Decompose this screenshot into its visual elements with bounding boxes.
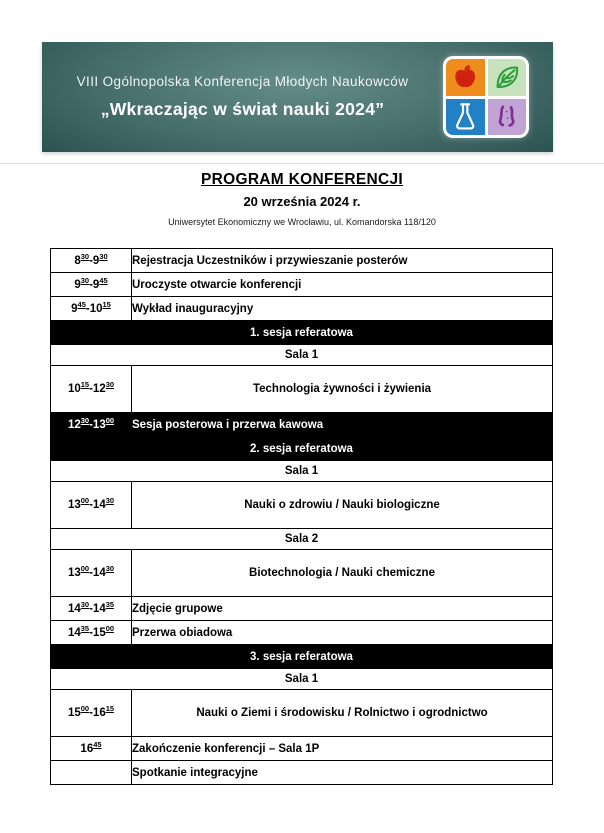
- room-row: [51, 345, 553, 366]
- event-label: Nauki o zdrowiu / Nauki biologiczne: [132, 482, 553, 529]
- conference-logo: [443, 56, 529, 138]
- time-cell: $9^{30}-9^{45}$: [51, 273, 132, 297]
- time-cell: [51, 761, 132, 785]
- room-row: [51, 669, 553, 690]
- schedule-row: [51, 597, 553, 621]
- schedule-table: [50, 248, 553, 785]
- time-cell: $13^{00}-14^{30}$: [51, 482, 132, 529]
- banner-text: [58, 42, 427, 152]
- conference-name: VIII Ogólnopolska Konferencja Młodych Naukowców: [76, 74, 409, 89]
- time-cell: $13^{00}-14^{30}$: [51, 550, 132, 597]
- page-title: PROGRAM KONFERENCJI: [200, 171, 404, 188]
- room-label: Sala 1: [51, 669, 553, 690]
- conference-banner: [42, 42, 553, 152]
- time-cell: $14^{35}-15^{00}$: [51, 621, 132, 645]
- time-cell: $16^{45}$: [51, 737, 132, 761]
- schedule-row: [51, 297, 553, 321]
- session-header-row: [51, 437, 553, 461]
- event-label: Biotechnologia / Nauki chemiczne: [132, 550, 553, 597]
- schedule-table-body: [51, 249, 553, 785]
- time-cell: $12^{30}-13^{00}$: [51, 413, 132, 437]
- room-label: Sala 2: [51, 529, 553, 550]
- schedule-row: [51, 621, 553, 645]
- schedule-row: [51, 366, 553, 413]
- document-header: [0, 171, 604, 227]
- schedule-row: [51, 413, 553, 437]
- conference-motto: „Wkraczając w świat nauki 2024”: [100, 99, 385, 119]
- time-cell: $9^{45}-10^{15}$: [51, 297, 132, 321]
- schedule-row: [51, 690, 553, 737]
- event-label: Technologia żywności i żywienia: [132, 366, 553, 413]
- event-label: Spotkanie integracyjne: [132, 761, 553, 785]
- session-label: 2. sesja referatowa: [51, 437, 553, 461]
- session-label: 3. sesja referatowa: [51, 645, 553, 669]
- session-header-row: [51, 645, 553, 669]
- flask-icon: [446, 99, 485, 136]
- conference-date: 20 września 2024 r.: [243, 194, 361, 209]
- event-label: Zakończenie konferencji – Sala 1P: [132, 737, 553, 761]
- time-cell: $15^{00}-16^{15}$: [51, 690, 132, 737]
- event-label: Wykład inauguracyjny: [132, 297, 553, 321]
- event-label: Nauki o Ziemi i środowisku / Rolnictwo i ogrodnictwo: [132, 690, 553, 737]
- schedule-row: [51, 249, 553, 273]
- room-row: [51, 461, 553, 482]
- room-row: [51, 529, 553, 550]
- schedule-row: [51, 482, 553, 529]
- session-label: 1. sesja referatowa: [51, 321, 553, 345]
- schedule-row: [51, 761, 553, 785]
- bacteria-icon: [488, 99, 527, 136]
- time-cell: $10^{15}-12^{30}$: [51, 366, 132, 413]
- session-header-row: [51, 321, 553, 345]
- schedule-row: [51, 273, 553, 297]
- time-cell: $14^{30}-14^{35}$: [51, 597, 132, 621]
- event-label: Rejestracja Uczestników i przywieszanie posterów: [132, 249, 553, 273]
- apple-icon: [446, 59, 485, 96]
- event-label: Zdjęcie grupowe: [132, 597, 553, 621]
- room-label: Sala 1: [51, 345, 553, 366]
- event-label: Uroczyste otwarcie konferencji: [132, 273, 553, 297]
- room-label: Sala 1: [51, 461, 553, 482]
- time-cell: $8^{30}-9^{30}$: [51, 249, 132, 273]
- horizontal-divider: [0, 163, 604, 164]
- conference-venue: Uniwersytet Ekonomiczny we Wrocławiu, ul. Komandorska 118/120: [168, 217, 436, 227]
- schedule-row: [51, 550, 553, 597]
- schedule-row: [51, 737, 553, 761]
- event-label: Sesja posterowa i przerwa kawowa: [132, 413, 553, 437]
- event-label: Przerwa obiadowa: [132, 621, 553, 645]
- leaf-icon: [488, 59, 527, 96]
